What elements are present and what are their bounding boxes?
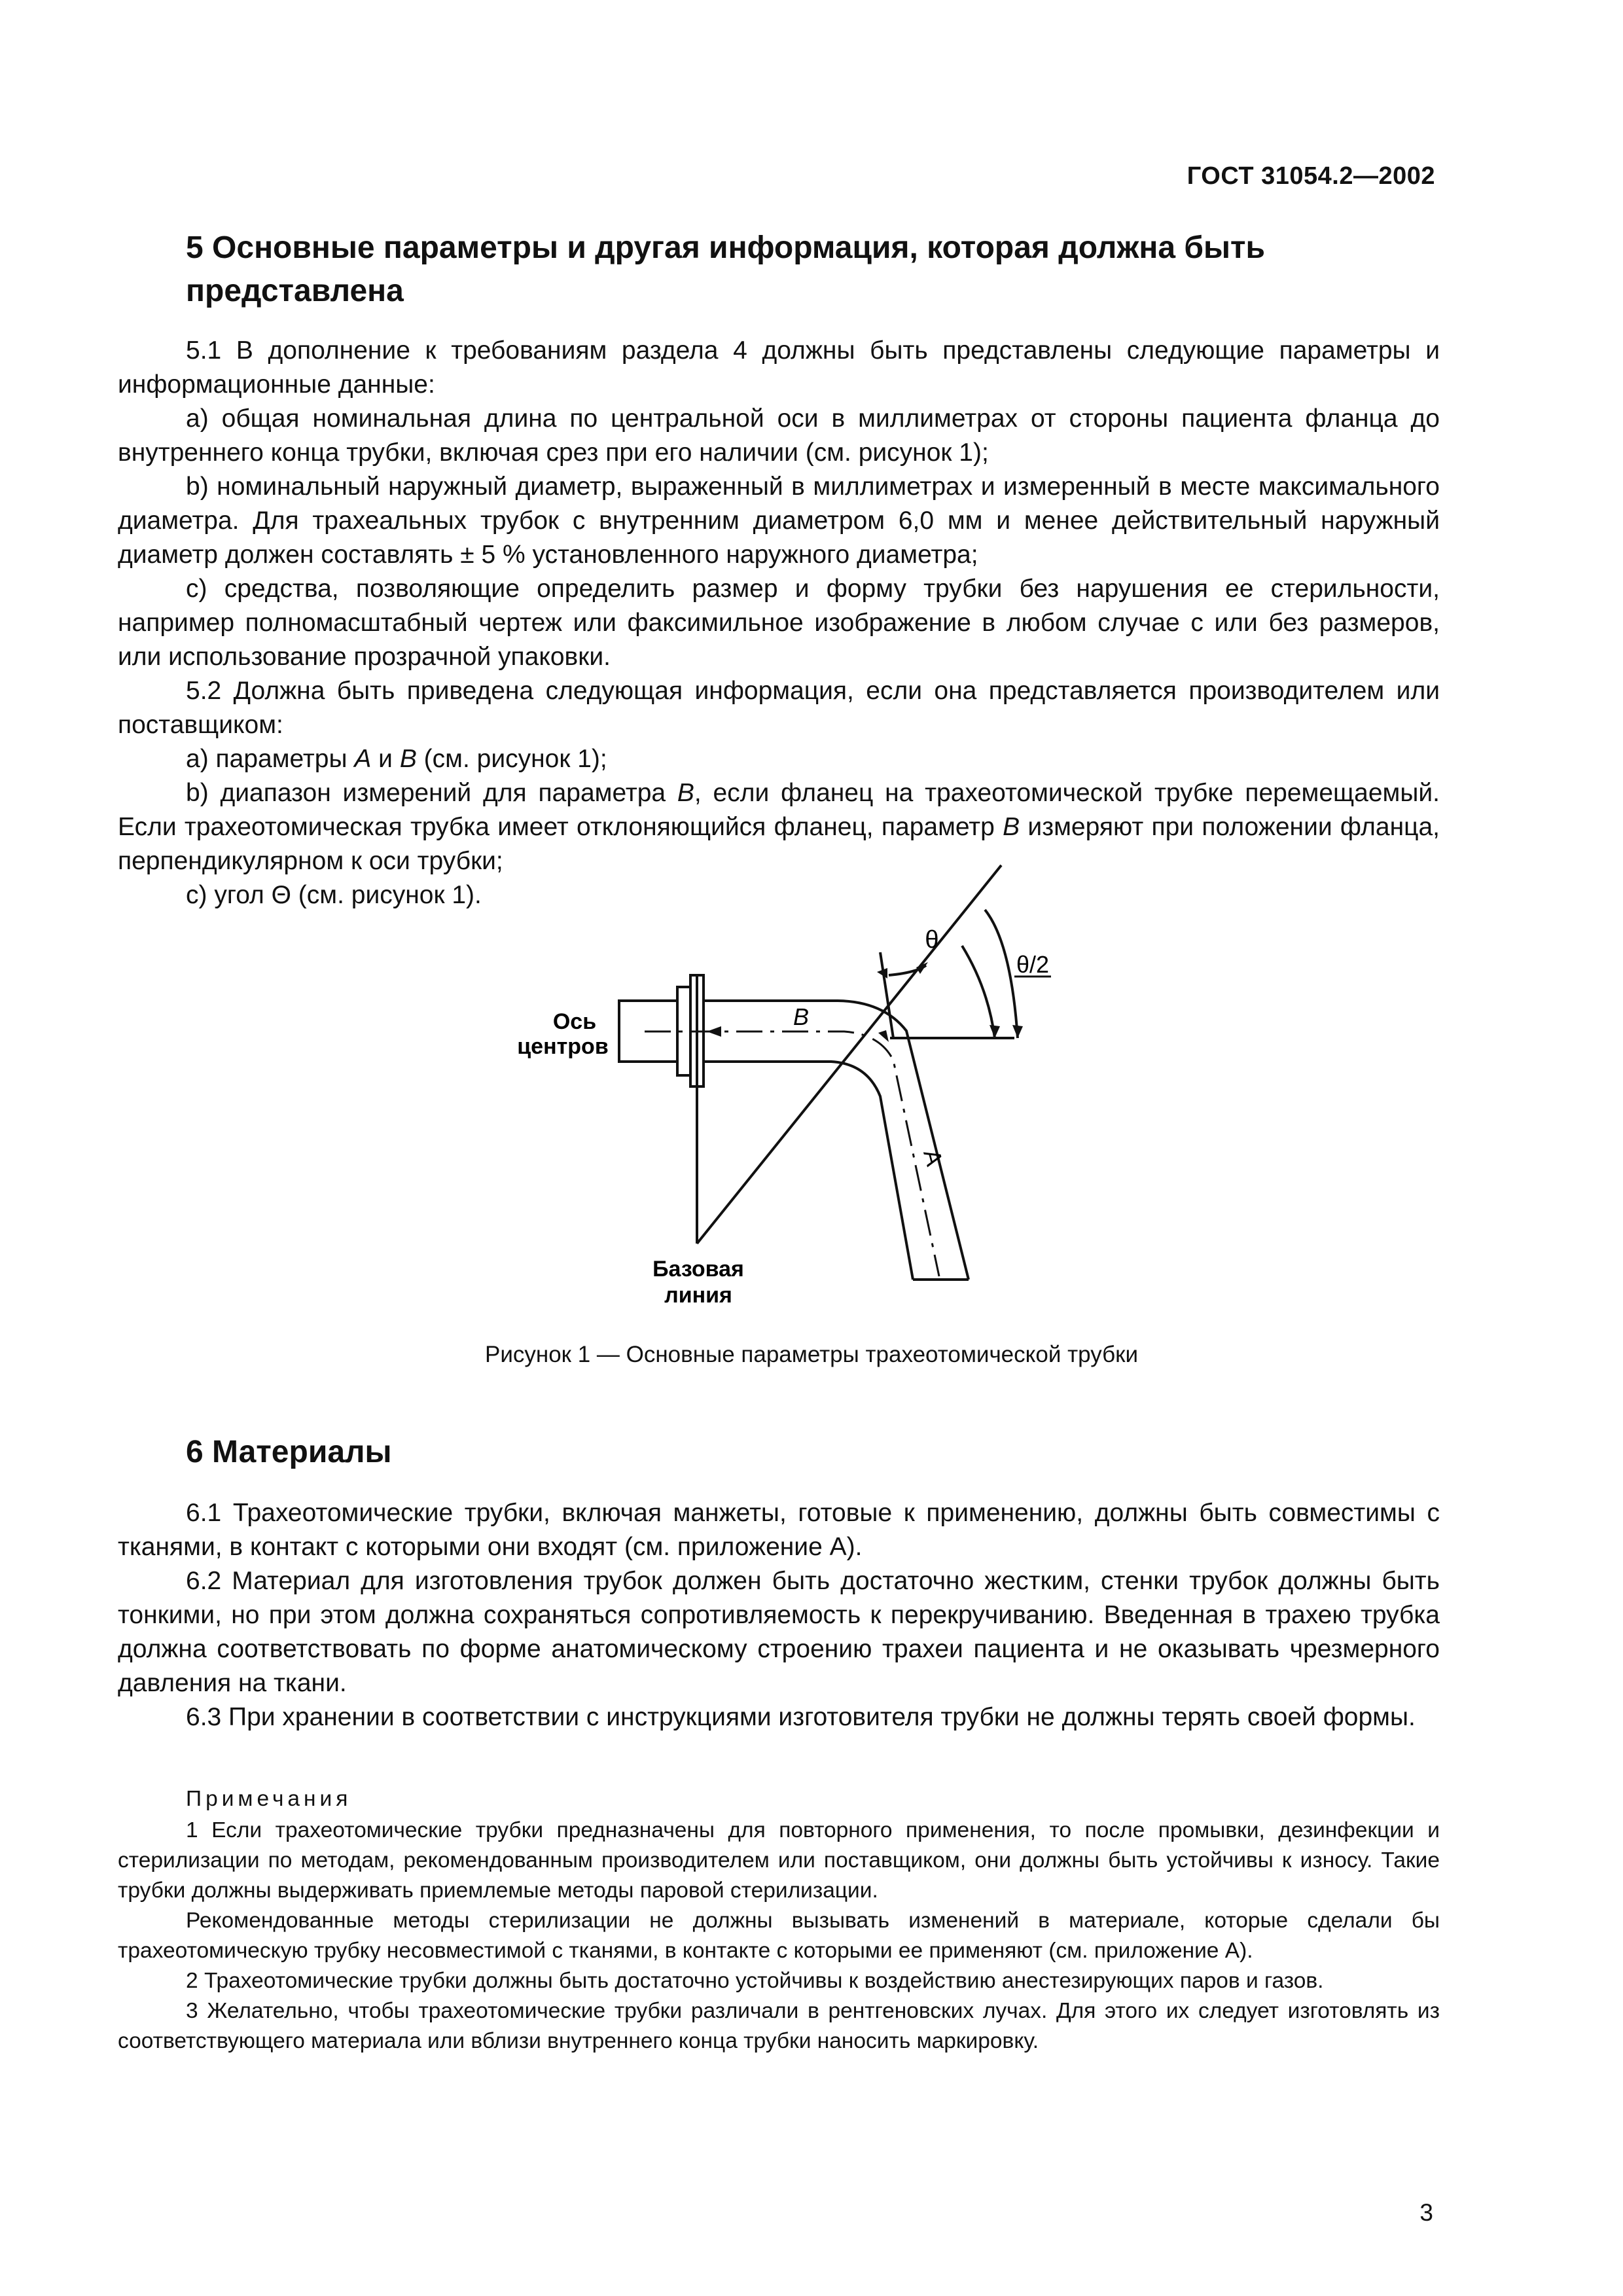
para-5-2-c: c) угол Θ (см. рисунок 1).	[186, 881, 482, 909]
figure-caption: Рисунок 1 — Основные параметры трахеотомической трубки	[484, 1342, 1138, 1367]
note-1b: Рекомендованные методы стерилизации не должны вызывать изменений в материале, которые сделали бы трахеотомическую трубку несовместимой с тканями, в контакте с которыми ее применяют (см. приложение A).	[118, 1909, 1440, 1963]
label-theta: θ	[925, 926, 939, 954]
label-base-1: Базовая	[652, 1257, 744, 1282]
arrowhead-theta-half-a	[990, 1025, 1000, 1038]
page-number: 3	[1419, 2199, 1433, 2226]
note-2: 2 Трахеотомические трубки должны быть достаточно устойчивы к воздействию анестезирующих паров и газов.	[186, 1969, 1324, 1993]
para-6-3: 6.3 При хранении в соответствии с инструкциями изготовителя трубки не должны терять своей формы.	[186, 1703, 1416, 1731]
para-5-1-a: a) общая номинальная длина по центральной оси в миллиметрах от стороны пациента фланца до внутреннего конца трубки, включая срез при его наличии (см. рисунок 1);	[118, 404, 1440, 467]
para-5-2-a: a) параметры A и B (см. рисунок 1);	[186, 745, 607, 773]
para-6-1: 6.1 Трахеотомические трубки, включая манжеты, готовые к применению, должны быть совместимы с тканями, в контакт с которыми они входят (см. приложение A).	[118, 1499, 1440, 1561]
note-3: 3 Желательно, чтобы трахеотомические трубки различали в рентгеновских лучах. Для этого их следует изготовлять из соответствующего материала или вблизи внутреннего конца трубки наносить маркировку.	[118, 1999, 1440, 2053]
label-theta-half: θ/2	[1016, 951, 1050, 978]
label-b: B	[793, 1003, 810, 1030]
section-5-title-line1: 5 Основные параметры и другая информация, которая должна быть	[186, 230, 1266, 265]
notes-title: Примечания	[186, 1787, 352, 1811]
para-5-1: 5.1 В дополнение к требованиям раздела 4 должны быть представлены следующие параметры и информационные данные:	[118, 336, 1440, 399]
para-5-1-c: c) средства, позволяющие определить размер и форму трубки без нарушения ее стерильности, например полномасштабный чертеж или факсимильное изображение в любом случае с или без размеров, или использование прозрачной упаковки.	[118, 575, 1440, 671]
label-base-2: линия	[664, 1283, 732, 1308]
arrowhead-b-left	[707, 1026, 721, 1037]
label-axis-2: центров	[517, 1034, 609, 1059]
notes-block	[118, 1784, 1440, 2056]
section-5-title-line2: представлена	[186, 274, 404, 308]
arrowhead-theta-half-b	[1012, 1025, 1023, 1038]
note-1: 1 Если трахеотомические трубки предназначены для повторного применения, то после промывки, дезинфекции и стерилизации по методам, рекомендованным производителем или поставщиком, они должны быть устойчивы к износу. Такие трубки должны выдерживать приемлемые методы паровой стерилизации.	[118, 1818, 1440, 1903]
arrowhead-b-right	[878, 1030, 889, 1042]
label-axis-1: Ось	[552, 1009, 597, 1034]
label-a: A	[918, 1146, 948, 1169]
para-5-2: 5.2 Должна быть приведена следующая информация, если она представляется производителем или поставщиком:	[118, 677, 1440, 739]
para-5-1-b: b) номинальный наружный диаметр, выраженный в миллиметрах и измеренный в месте максимального диаметра. Для трахеальных трубок с внутренним диаметром 6,0 мм и менее действительный наружный диаметр должен составлять ± 5 % установленного наружного диаметра;	[118, 473, 1440, 569]
para-5-2-b: b) диапазон измерений для параметра B, если фланец на трахеотомической трубке перемещаемый. Если трахеотомическая трубка имеет отклоняющийся фланец, параметр B измеряют при положении фланца, перпендикулярном к оси трубки;	[118, 779, 1440, 875]
section-6-title: 6 Материалы	[186, 1435, 392, 1469]
document-code: ГОСТ 31054.2—2002	[1186, 162, 1435, 190]
para-6-2: 6.2 Материал для изготовления трубок должен быть достаточно жестким, стенки трубок должны быть тонкими, но при этом должна сохраняться сопротивляемость к перекручиванию. Введенная в трахею трубка должна соответствовать по форме анатомическому строению трахеи пациента и не оказывать чрезмерного давления на ткани.	[118, 1567, 1440, 1697]
section-6-body	[118, 1496, 1440, 1734]
